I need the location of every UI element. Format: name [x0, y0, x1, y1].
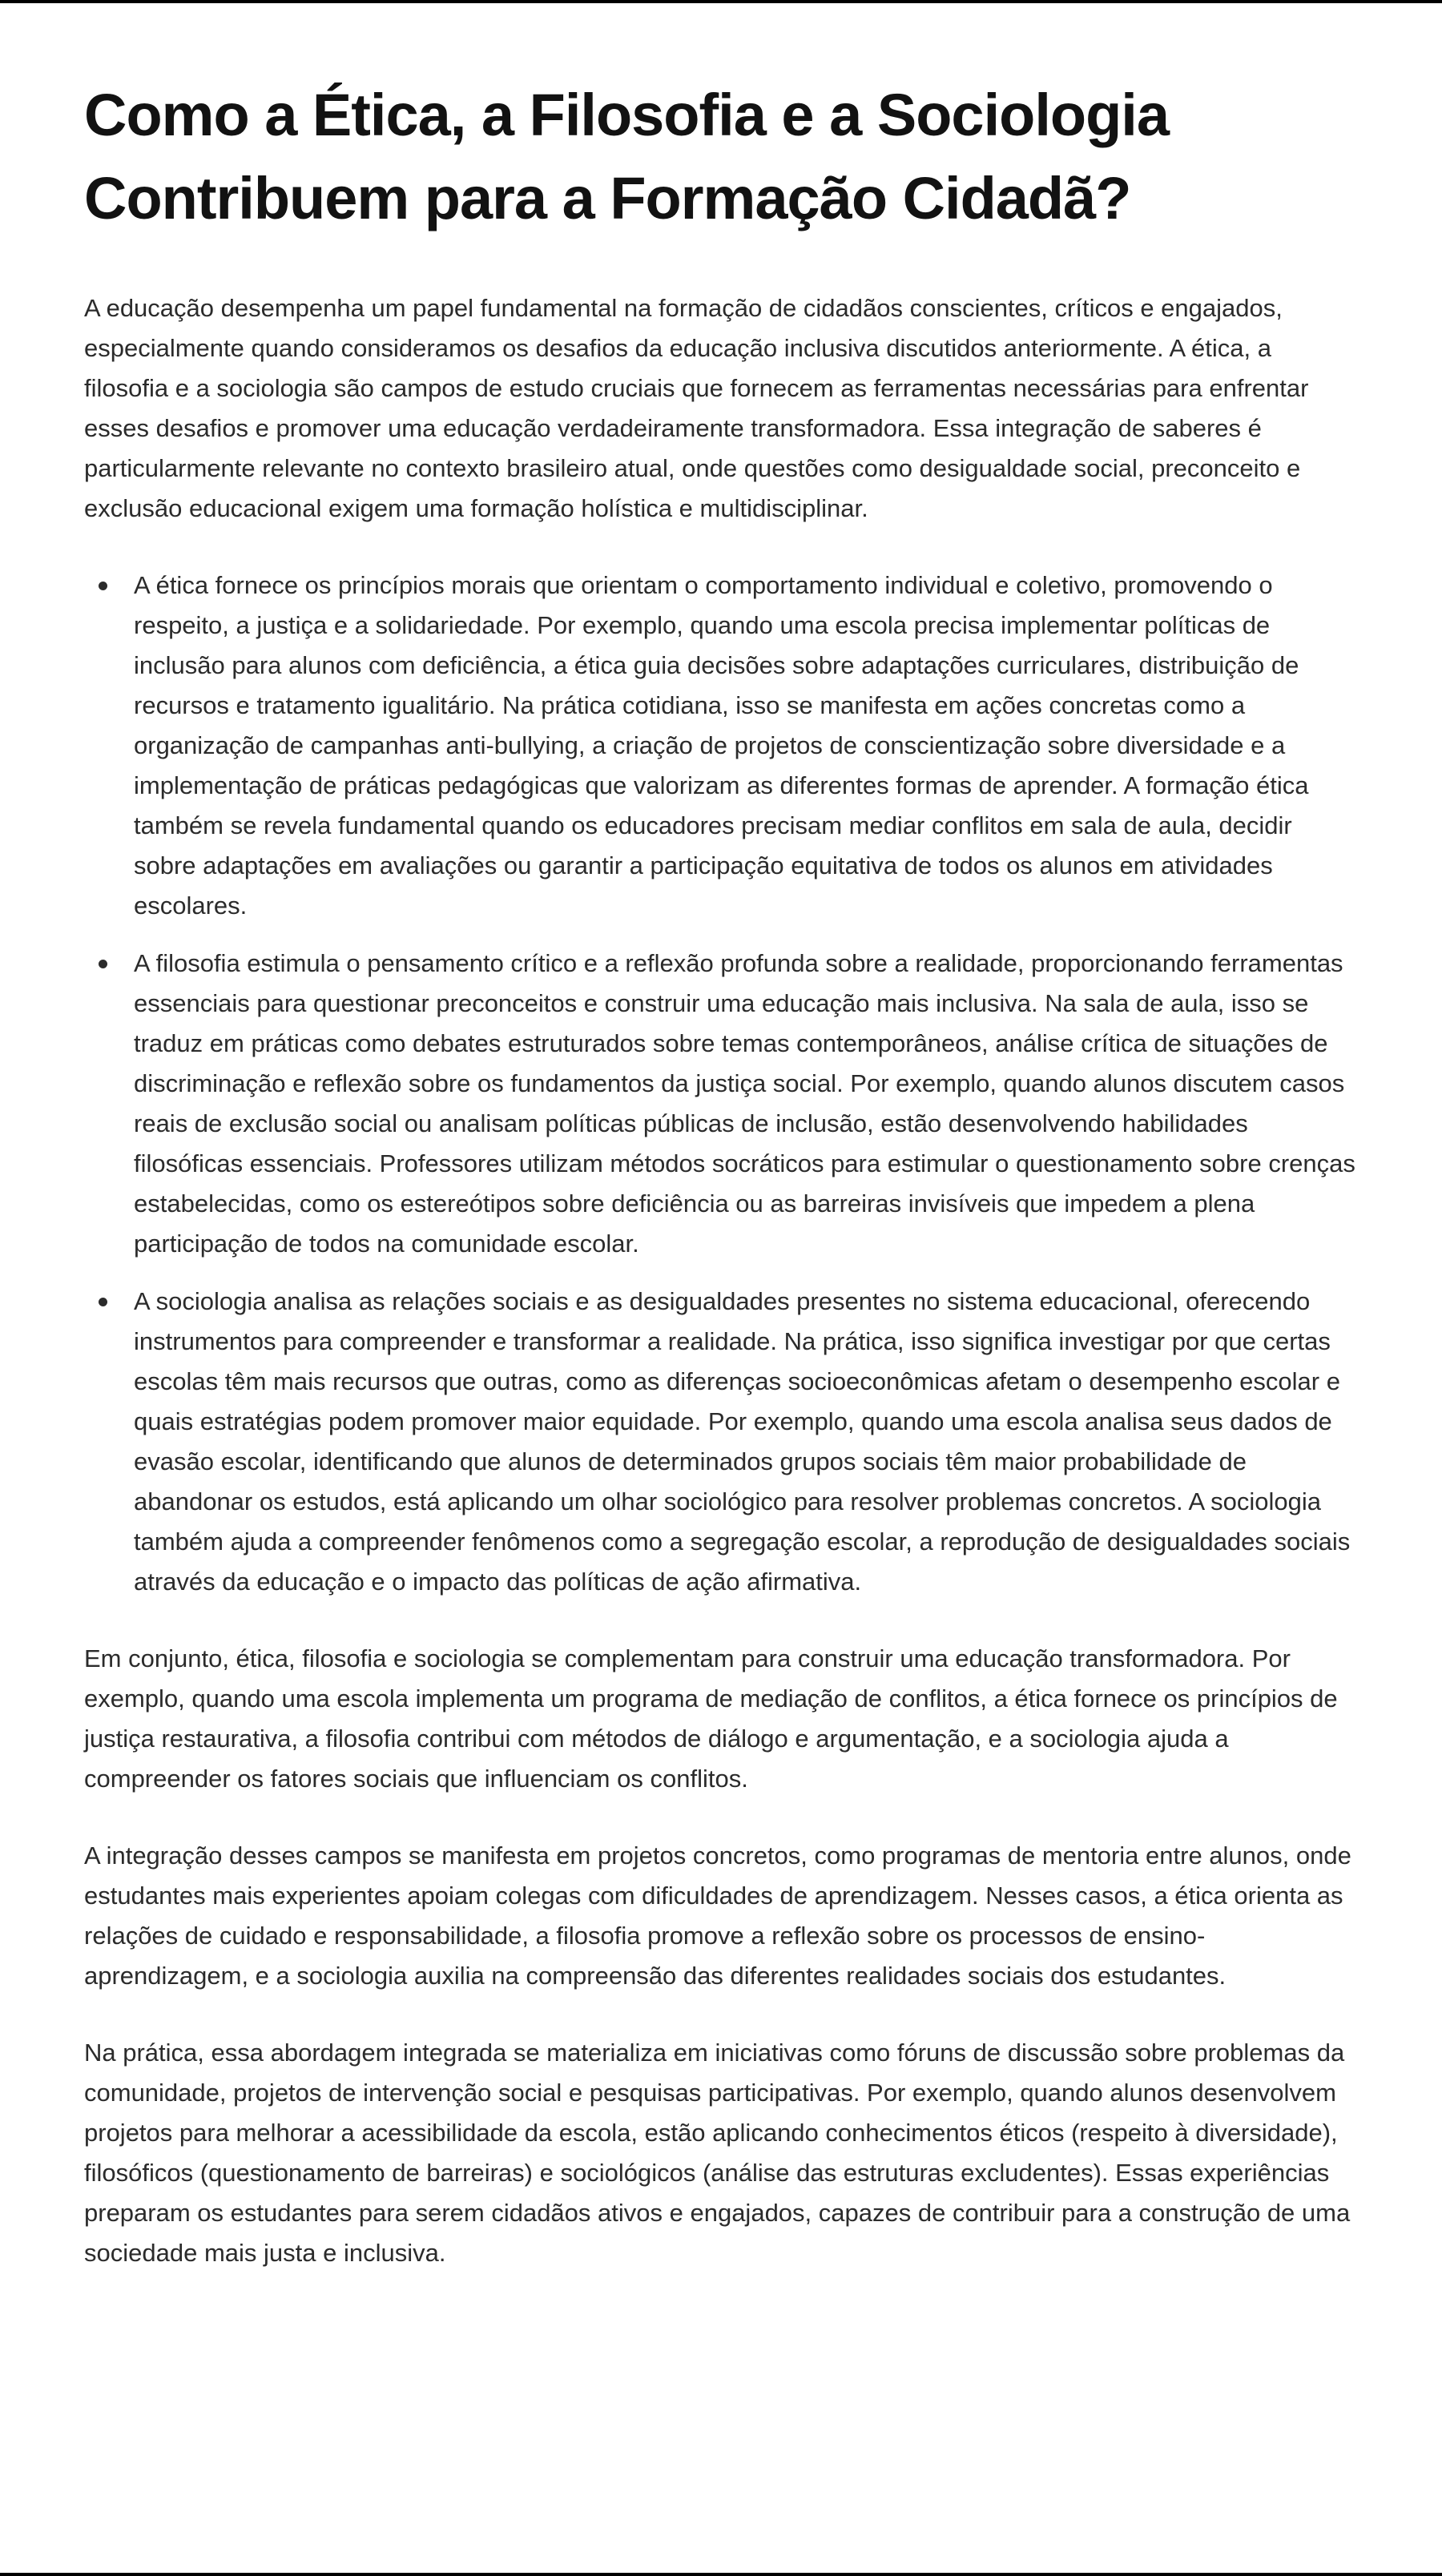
article-page	[0, 3, 1442, 2273]
closing-paragraph-1: Em conjunto, ética, filosofia e sociologia se complementam para construir uma educação transformadora. Por exemplo, quando uma escola implementa um programa de mediação de conflitos, a ética fornece os princípios de justiça restaurativa, a filosofia contribui com métodos de diálogo e argumentação, e a sociologia ajuda a compreender os fatores sociais que influenciam os conflitos.	[84, 1644, 1338, 1793]
list-item-ethics	[134, 566, 1358, 926]
bullet-icon	[99, 960, 107, 968]
page-title	[84, 74, 1358, 240]
page-title-line-1: Como a Ética, a Filosofia e a Sociologia	[84, 82, 1170, 148]
list-item-philosophy	[134, 944, 1358, 1264]
closing-paragraph-2: A integração desses campos se manifesta em projetos concretos, como programas de mentoria entre alunos, onde estudantes mais experientes apoiam colegas com dificuldades de aprendizagem. Nesses casos, a ética orienta as relações de cuidado e responsabilidade, a filosofia promove a reflexão sobre os processos de ensino-aprendizagem, e a sociologia auxilia na compreensão das diferentes realidades sociais dos estudantes.	[84, 1841, 1351, 1990]
list-item-text: A filosofia estimula o pensamento crítico e a reflexão profunda sobre a realidade, proporcionando ferramentas essenciais para questionar preconceitos e construir uma educação mais inclusiva. Na sala de aula, isso se traduz em práticas como debates estruturados sobre temas contemporâneos, análise crítica de situações de discriminação e reflexão sobre os fundamentos da justiça social. Por exemplo, quando alunos discutem casos reais de exclusão social ou analisam políticas públicas de inclusão, estão desenvolvendo habilidades filosóficas essenciais. Professores utilizam métodos socráticos para estimular o questionamento sobre crenças estabelecidas, como os estereótipos sobre deficiência ou as barreiras invisíveis que impedem a plena participação de todos na comunidade escolar.	[134, 949, 1355, 1258]
list-item-text: A sociologia analisa as relações sociais e as desigualdades presentes no sistema educacional, oferecendo instrumentos para compreender e transformar a realidade. Na prática, isso significa investigar por que certas escolas têm mais recursos que outras, como as diferenças socioeconômicas afetam o desempenho escolar e quais estratégias podem promover maior equidade. Por exemplo, quando uma escola analisa seus dados de evasão escolar, identificando que alunos de determinados grupos sociais têm maior probabilidade de abandonar os estudos, está aplicando um olhar sociológico para resolver problemas concretos. A sociologia também ajuda a compreender fenômenos como a segregação escolar, a reprodução de desigualdades sociais através da educação e o impacto das políticas de ação afirmativa.	[134, 1287, 1351, 1596]
list-item-text: A ética fornece os princípios morais que orientam o comportamento individual e coletivo, promovendo o respeito, a justiça e a solidariedade. Por exemplo, quando uma escola precisa implementar políticas de inclusão para alunos com deficiência, a ética guia decisões sobre adaptações curriculares, distribuição de recursos e tratamento igualitário. Na prática cotidiana, isso se manifesta em ações concretas como a organização de campanhas anti-bullying, a criação de projetos de conscientização sobre diversidade e a implementação de práticas pedagógicas que valorizam as diferentes formas de aprender. A formação ética também se revela fundamental quando os educadores precisam mediar conflitos em sala de aula, decidir sobre adaptações em avaliações ou garantir a participação equitativa de todos os alunos em atividades escolares.	[134, 571, 1309, 920]
closing-paragraph-3: Na prática, essa abordagem integrada se materializa em iniciativas como fóruns de discussão sobre problemas da comunidade, projetos de intervenção social e pesquisas participativas. Por exemplo, quando alunos desenvolvem projetos para melhorar a acessibilidade da escola, estão aplicando conhecimentos éticos (respeito à diversidade), filosóficos (questionamento de barreiras) e sociológicos (análise das estruturas excludentes). Essas experiências preparam os estudantes para serem cidadãos ativos e engajados, capazes de contribuir para a construção de uma sociedade mais justa e inclusiva.	[84, 2039, 1351, 2267]
bullet-icon	[99, 1298, 107, 1306]
bullet-icon	[99, 582, 107, 590]
page-title-line-2: Contribuem para a Formação Cidadã?	[84, 165, 1131, 231]
list-item-sociology	[134, 1282, 1358, 1602]
bullet-list	[84, 566, 1358, 1602]
intro-paragraph: A educação desempenha um papel fundamental na formação de cidadãos conscientes, críticos e engajados, especialmente quando consideramos os desafios da educação inclusiva discutidos anteriormente. A ética, a filosofia e a sociologia são campos de estudo cruciais que fornecem as ferramentas necessárias para enfrentar esses desafios e promover uma educação verdadeiramente transformadora. Essa integração de saberes é particularmente relevante no contexto brasileiro atual, onde questões como desigualdade social, preconceito e exclusão educacional exigem uma formação holística e multidisciplinar.	[84, 294, 1309, 522]
